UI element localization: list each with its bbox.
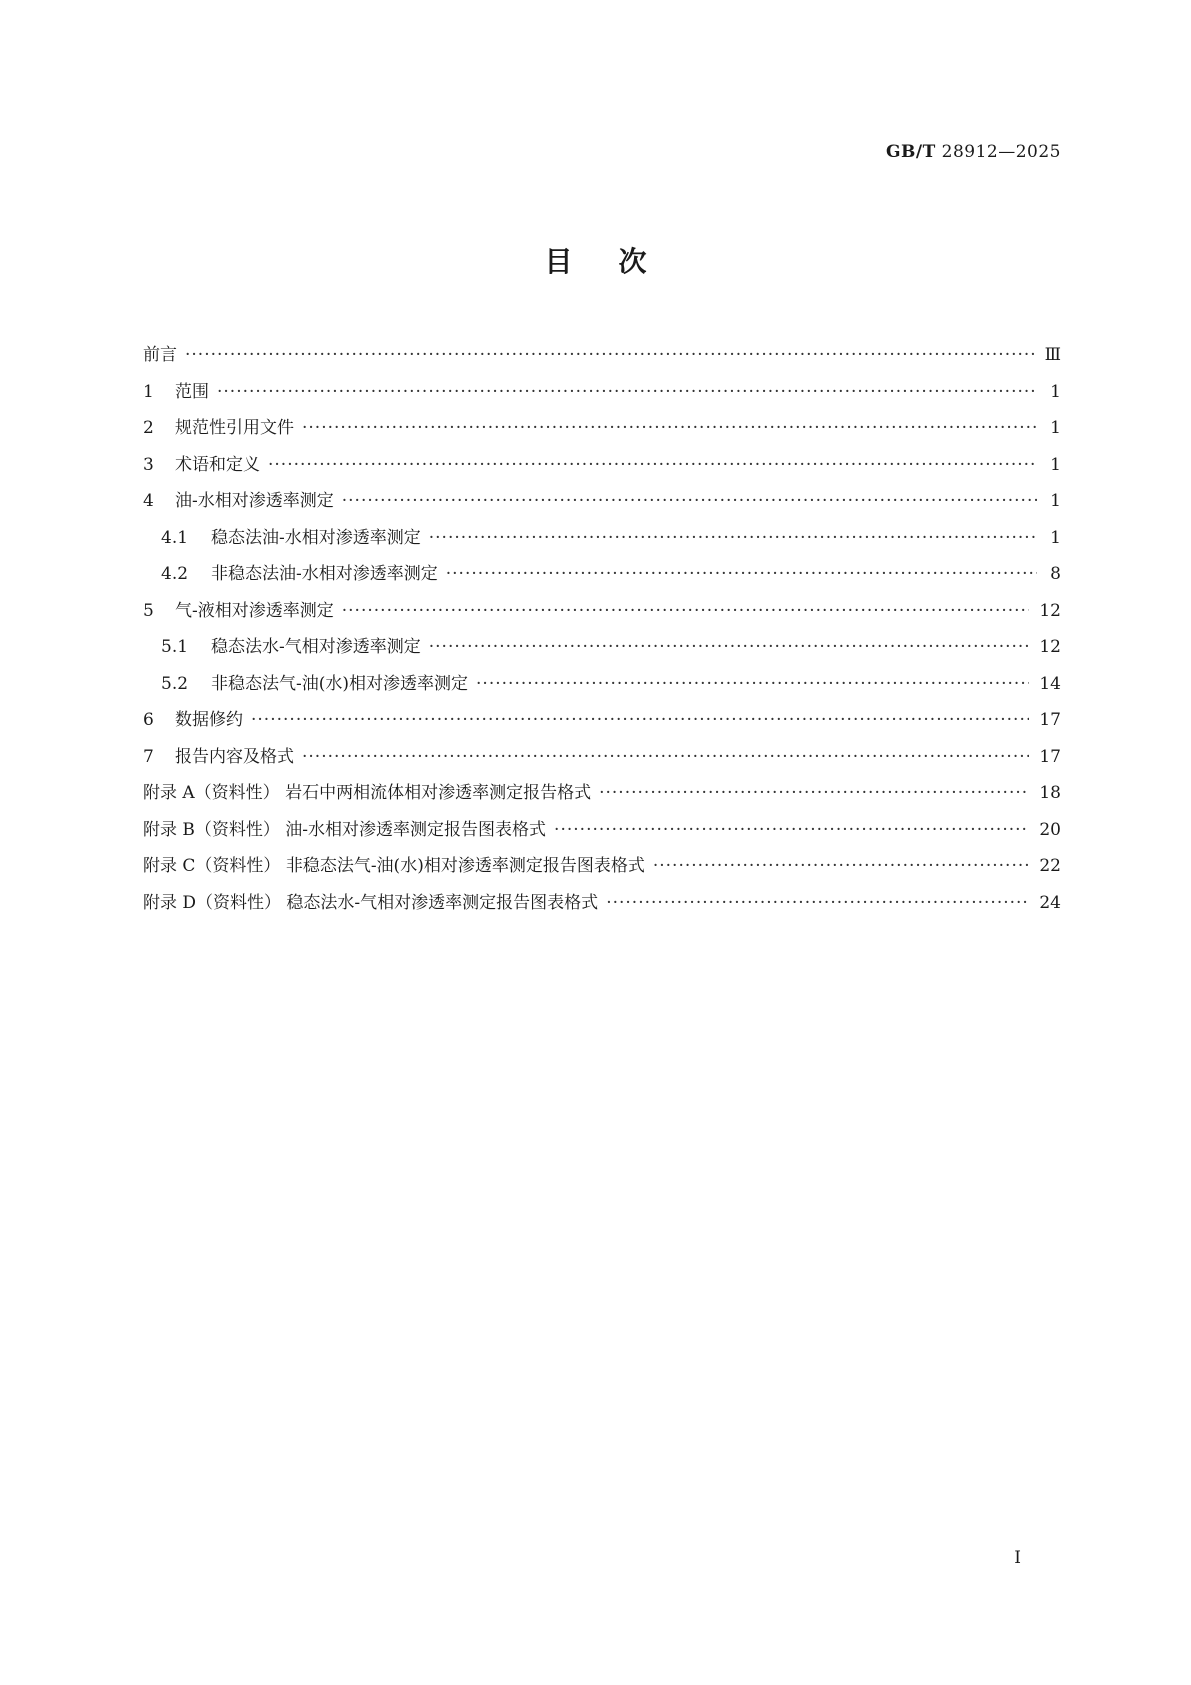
- toc-entry-page: 1: [1050, 491, 1061, 511]
- toc-entry[interactable]: [143, 374, 1061, 411]
- toc-leader-dots: [599, 775, 1029, 812]
- toc-entry-label: 范围: [175, 381, 209, 402]
- toc-entry-page: Ⅲ: [1044, 345, 1061, 365]
- toc-entry-page: 17: [1039, 746, 1061, 767]
- toc-entry-label: 稳态法油-水相对渗透率测定: [211, 527, 421, 548]
- table-of-contents: [143, 337, 1061, 921]
- toc-leader-dots: [217, 374, 1037, 411]
- toc-entry-label: 报告内容及格式: [175, 746, 294, 767]
- toc-entry-page: 20: [1039, 819, 1061, 840]
- toc-entry-number: 6: [143, 710, 154, 730]
- toc-entry-label: 附录 D（资料性） 稳态法水-气相对渗透率测定报告图表格式: [143, 892, 599, 913]
- toc-entry-label: 油-水相对渗透率测定: [175, 491, 334, 511]
- toc-leader-dots: [429, 520, 1037, 557]
- toc-entry-label: 前言: [143, 345, 177, 365]
- toc-entry-label: 气-液相对渗透率测定: [175, 600, 334, 621]
- toc-entry[interactable]: [143, 337, 1061, 374]
- toc-leader-dots: [251, 702, 1029, 739]
- toc-entry-label: 附录 A（资料性） 岩石中两相流体相对渗透率测定报告格式: [143, 783, 592, 803]
- toc-entry-label: 数据修约: [175, 710, 243, 730]
- toc-leader-dots: [446, 556, 1037, 593]
- standard-number-value: 28912—2025: [941, 142, 1061, 162]
- toc-entry[interactable]: [143, 629, 1061, 666]
- toc-entry-number: 5.1: [161, 637, 189, 657]
- toc-entry[interactable]: [143, 556, 1061, 593]
- toc-leader-dots: [302, 739, 1029, 776]
- toc-entry-number: 4.1: [161, 527, 189, 548]
- toc-entry[interactable]: [143, 410, 1061, 447]
- toc-entry-label: 附录 B（资料性） 油-水相对渗透率测定报告图表格式: [143, 819, 547, 840]
- toc-entry-page: 22: [1039, 856, 1061, 876]
- toc-entry[interactable]: [143, 520, 1061, 557]
- toc-leader-dots: [342, 483, 1037, 520]
- toc-entry-page: 14: [1039, 673, 1061, 694]
- toc-entry-page: 24: [1039, 892, 1061, 913]
- toc-leader-dots: [606, 885, 1029, 922]
- toc-entry[interactable]: [143, 848, 1061, 885]
- standard-code: GB/T: [886, 142, 936, 162]
- toc-entry-label: 术语和定义: [175, 454, 260, 475]
- toc-entry-number: 5: [143, 600, 154, 621]
- toc-leader-dots: [342, 593, 1030, 630]
- page-number: Ⅰ: [1014, 1548, 1021, 1568]
- toc-leader-dots: [429, 629, 1030, 666]
- toc-leader-dots: [554, 812, 1029, 849]
- toc-entry-page: 1: [1050, 418, 1061, 438]
- toc-entry-page: 12: [1039, 637, 1061, 657]
- toc-entry-number: 1: [143, 381, 154, 402]
- toc-leader-dots: [476, 666, 1029, 703]
- toc-entry-label: 非稳态法油-水相对渗透率测定: [211, 564, 438, 584]
- standard-number: [886, 142, 1061, 162]
- toc-entry-number: 4.2: [161, 564, 189, 584]
- toc-entry[interactable]: [143, 812, 1061, 849]
- toc-entry[interactable]: [143, 702, 1061, 739]
- toc-entry-label: 附录 C（资料性） 非稳态法气-油(水)相对渗透率测定报告图表格式: [143, 856, 645, 876]
- toc-entry[interactable]: [143, 593, 1061, 630]
- toc-entry-number: 4: [143, 491, 154, 511]
- toc-entry-page: 18: [1039, 783, 1061, 803]
- toc-entry-page: 8: [1050, 564, 1061, 584]
- toc-entry-page: 17: [1039, 710, 1061, 730]
- toc-entry-number: 5.2: [161, 673, 189, 694]
- toc-entry[interactable]: [143, 483, 1061, 520]
- toc-entry-page: 1: [1050, 381, 1061, 402]
- toc-entry-label: 稳态法水-气相对渗透率测定: [211, 637, 421, 657]
- toc-entry-number: 3: [143, 454, 154, 475]
- toc-leader-dots: [268, 447, 1037, 484]
- toc-entry-number: 2: [143, 418, 154, 438]
- toc-entry-label: 非稳态法气-油(水)相对渗透率测定: [211, 673, 469, 694]
- toc-entry[interactable]: [143, 447, 1061, 484]
- toc-entry-number: 7: [143, 746, 154, 767]
- toc-leader-dots: [302, 410, 1037, 447]
- toc-entry[interactable]: [143, 739, 1061, 776]
- toc-entry-page: 1: [1050, 527, 1061, 548]
- toc-entry[interactable]: [143, 885, 1061, 922]
- toc-entry-page: 12: [1039, 600, 1061, 621]
- toc-entry-label: 规范性引用文件: [175, 418, 294, 438]
- toc-leader-dots: [185, 337, 1035, 374]
- toc-entry[interactable]: [143, 666, 1061, 703]
- page-title: 目次: [544, 245, 693, 278]
- toc-entry-page: 1: [1050, 454, 1061, 475]
- toc-entry[interactable]: [143, 775, 1061, 812]
- toc-leader-dots: [653, 848, 1030, 885]
